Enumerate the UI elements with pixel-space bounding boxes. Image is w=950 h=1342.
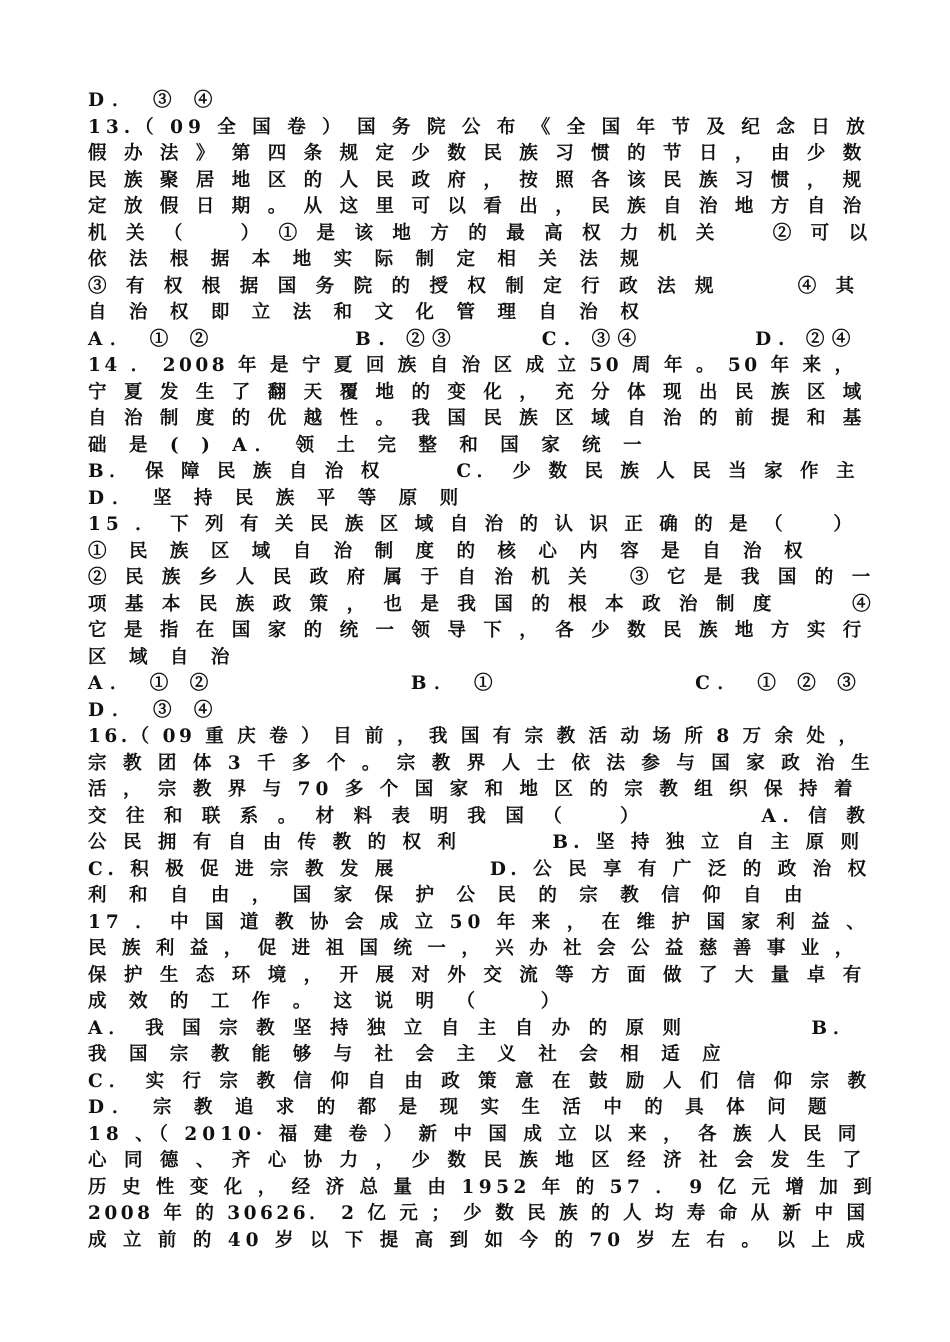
text-line: ② 民 族 乡 人 民 政 府 属 于 自 治 机 关 ③ 它 是 我 国 的 一 xyxy=(88,567,877,588)
document-page xyxy=(88,88,878,1254)
text-line: 历 史 性 变 化 ， 经 济 总 量 由 1952 年 的 57 ． 9 亿 元 增 加 到 xyxy=(88,1176,877,1198)
text-line: 我 国 宗 教 能 够 与 社 会 主 义 社 会 相 适 应 xyxy=(88,1044,729,1065)
text-line: B． 保 障 民 族 自 治 权 C． 少 数 民 族 人 民 当 家 作 主 xyxy=(88,461,860,482)
text-line: D． 坚 持 民 族 平 等 原 则 xyxy=(88,487,467,509)
text-line: 假 办 法 》 第 四 条 规 定 少 数 民 族 习 惯 的 节 日 ， 由 少 数 xyxy=(88,143,867,164)
text-line: 15 ． 下 列 有 关 民 族 区 域 自 治 的 认 识 正 确 的 是 （ ） xyxy=(88,514,857,535)
text-line: 保 护 生 态 环 境 ， 开 展 对 外 交 流 等 方 面 做 了 大 量 卓 有 xyxy=(88,964,867,986)
text-line: D． ③ ④ xyxy=(88,699,221,721)
text-line: 2008 年 的 30626． 2 亿 元 ； 少 数 民 族 的 人 均 寿 命 从 新 中 国 xyxy=(88,1203,869,1224)
text-line: D． 宗 教 追 求 的 都 是 现 实 生 活 中 的 具 体 问 题 xyxy=(88,1097,835,1118)
text-line: ③ 有 权 根 据 国 务 院 的 授 权 制 定 行 政 法 规 ④ 其 xyxy=(88,275,861,297)
text-line: 活 ， 宗 教 界 与 70 多 个 国 家 和 地 区 的 宗 教 组 织 保 持 着 xyxy=(88,779,858,800)
text-line: C. 积 极 促 进 宗 教 发 展 D. 公 民 享 有 广 泛 的 政 治 权 xyxy=(88,858,872,880)
text-line: 民 族 聚 居 地 区 的 人 民 政 府 ， 按 照 各 该 民 族 习 惯 ， 规 xyxy=(88,169,867,191)
text-line: D． ③ ④ xyxy=(88,90,221,111)
text-line: 宁 夏 发 生 了 翻 天 覆 地 的 变 化 ， 充 分 体 现 出 民 族 区 域 xyxy=(88,381,867,403)
text-line: 成 立 前 的 40 岁 以 下 提 高 到 如 今 的 70 岁 左 右 。 以 上 成 xyxy=(88,1229,870,1251)
text-line: 宗 教 团 体 3 千 多 个 。 宗 教 界 人 士 依 法 参 与 国 家 政 治 生 xyxy=(88,752,875,774)
text-line: 定 放 假 日 期 。 从 这 里 可 以 看 出 ， 民 族 自 治 地 方 自 治 xyxy=(88,196,867,217)
text-line: A． 我 国 宗 教 坚 持 独 立 自 主 自 办 的 原 则 B． xyxy=(88,1017,858,1039)
text-line: 自 治 制 度 的 优 越 性 。 我 国 民 族 区 域 自 治 的 前 提 和 基 xyxy=(88,408,867,429)
text-line: A． ① ② B. ②③ C. ③④ D. ②④ xyxy=(88,328,858,350)
text-line: 成 效 的 工 作 。 这 说 明 （ ） xyxy=(88,991,568,1012)
text-line: 公 民 拥 有 自 由 传 教 的 权 利 B. 坚 持 独 立 自 主 原 则 xyxy=(88,832,865,853)
text-line: A． ① ② B． ① C． ① ② ③ xyxy=(88,673,864,694)
text-line: 心 同 德 、 齐 心 协 力 ， 少 数 民 族 地 区 经 济 社 会 发 生 了 xyxy=(88,1150,867,1171)
text-line: 14 ． 2008 年 是 宁 夏 回 族 自 治 区 成 立 50 周 年 。 50 年 来 ， xyxy=(88,355,857,376)
text-line: 项 基 本 民 族 政 策 ， 也 是 我 国 的 根 本 政 治 制 度 ④ xyxy=(88,593,877,615)
text-line: 利 和 自 由 ， 国 家 保 护 公 民 的 宗 教 信 仰 自 由 xyxy=(88,885,811,906)
text-line: 17 ． 中 国 道 教 协 会 成 立 50 年 来 ， 在 维 护 国 家 利 益 、 xyxy=(88,911,870,933)
text-line: 机 关 （ ） ① 是 该 地 方 的 最 高 权 力 机 关 ② 可 以 xyxy=(88,222,874,244)
text-line: 13.（ 09 全 国 卷 ） 国 务 院 公 布 《 全 国 年 节 及 纪 念 日 放 xyxy=(88,116,870,138)
text-line: 民 族 利 益 ， 促 进 祖 国 统 一 ， 兴 办 社 会 公 益 慈 善 事 业 ， xyxy=(88,938,858,959)
text-line: 18 、（ 2010· 福 建 卷 ） 新 中 国 成 立 以 来 ， 各 族 人 民 同 xyxy=(88,1123,862,1145)
text-line: ① 民 族 区 域 自 治 制 度 的 核 心 内 容 是 自 治 权 xyxy=(88,540,811,562)
text-line: 它 是 指 在 国 家 的 统 一 领 导 下 ， 各 少 数 民 族 地 方 实 行 xyxy=(88,620,867,641)
text-line: 自 治 权 即 立 法 和 文 化 管 理 自 治 权 xyxy=(88,302,647,323)
text-line: 依 法 根 据 本 地 实 际 制 定 相 关 法 规 xyxy=(88,249,647,270)
text-line: 交 往 和 联 系 。 材 料 表 明 我 国 （ ） A. 信 教 xyxy=(88,805,872,827)
text-line: 16.（ 09 重 庆 卷 ） 目 前 ， 我 国 有 宗 教 活 动 场 所 8 万 余 处 ， xyxy=(88,726,861,747)
text-line: C． 实 行 宗 教 信 仰 自 由 政 策 意 在 鼓 励 人 们 信 仰 宗 教 xyxy=(88,1070,873,1092)
text-line: 区 域 自 治 xyxy=(88,646,238,668)
text-line: 础 是 ( ) A． 领 土 完 整 和 国 家 统 一 xyxy=(88,434,650,456)
